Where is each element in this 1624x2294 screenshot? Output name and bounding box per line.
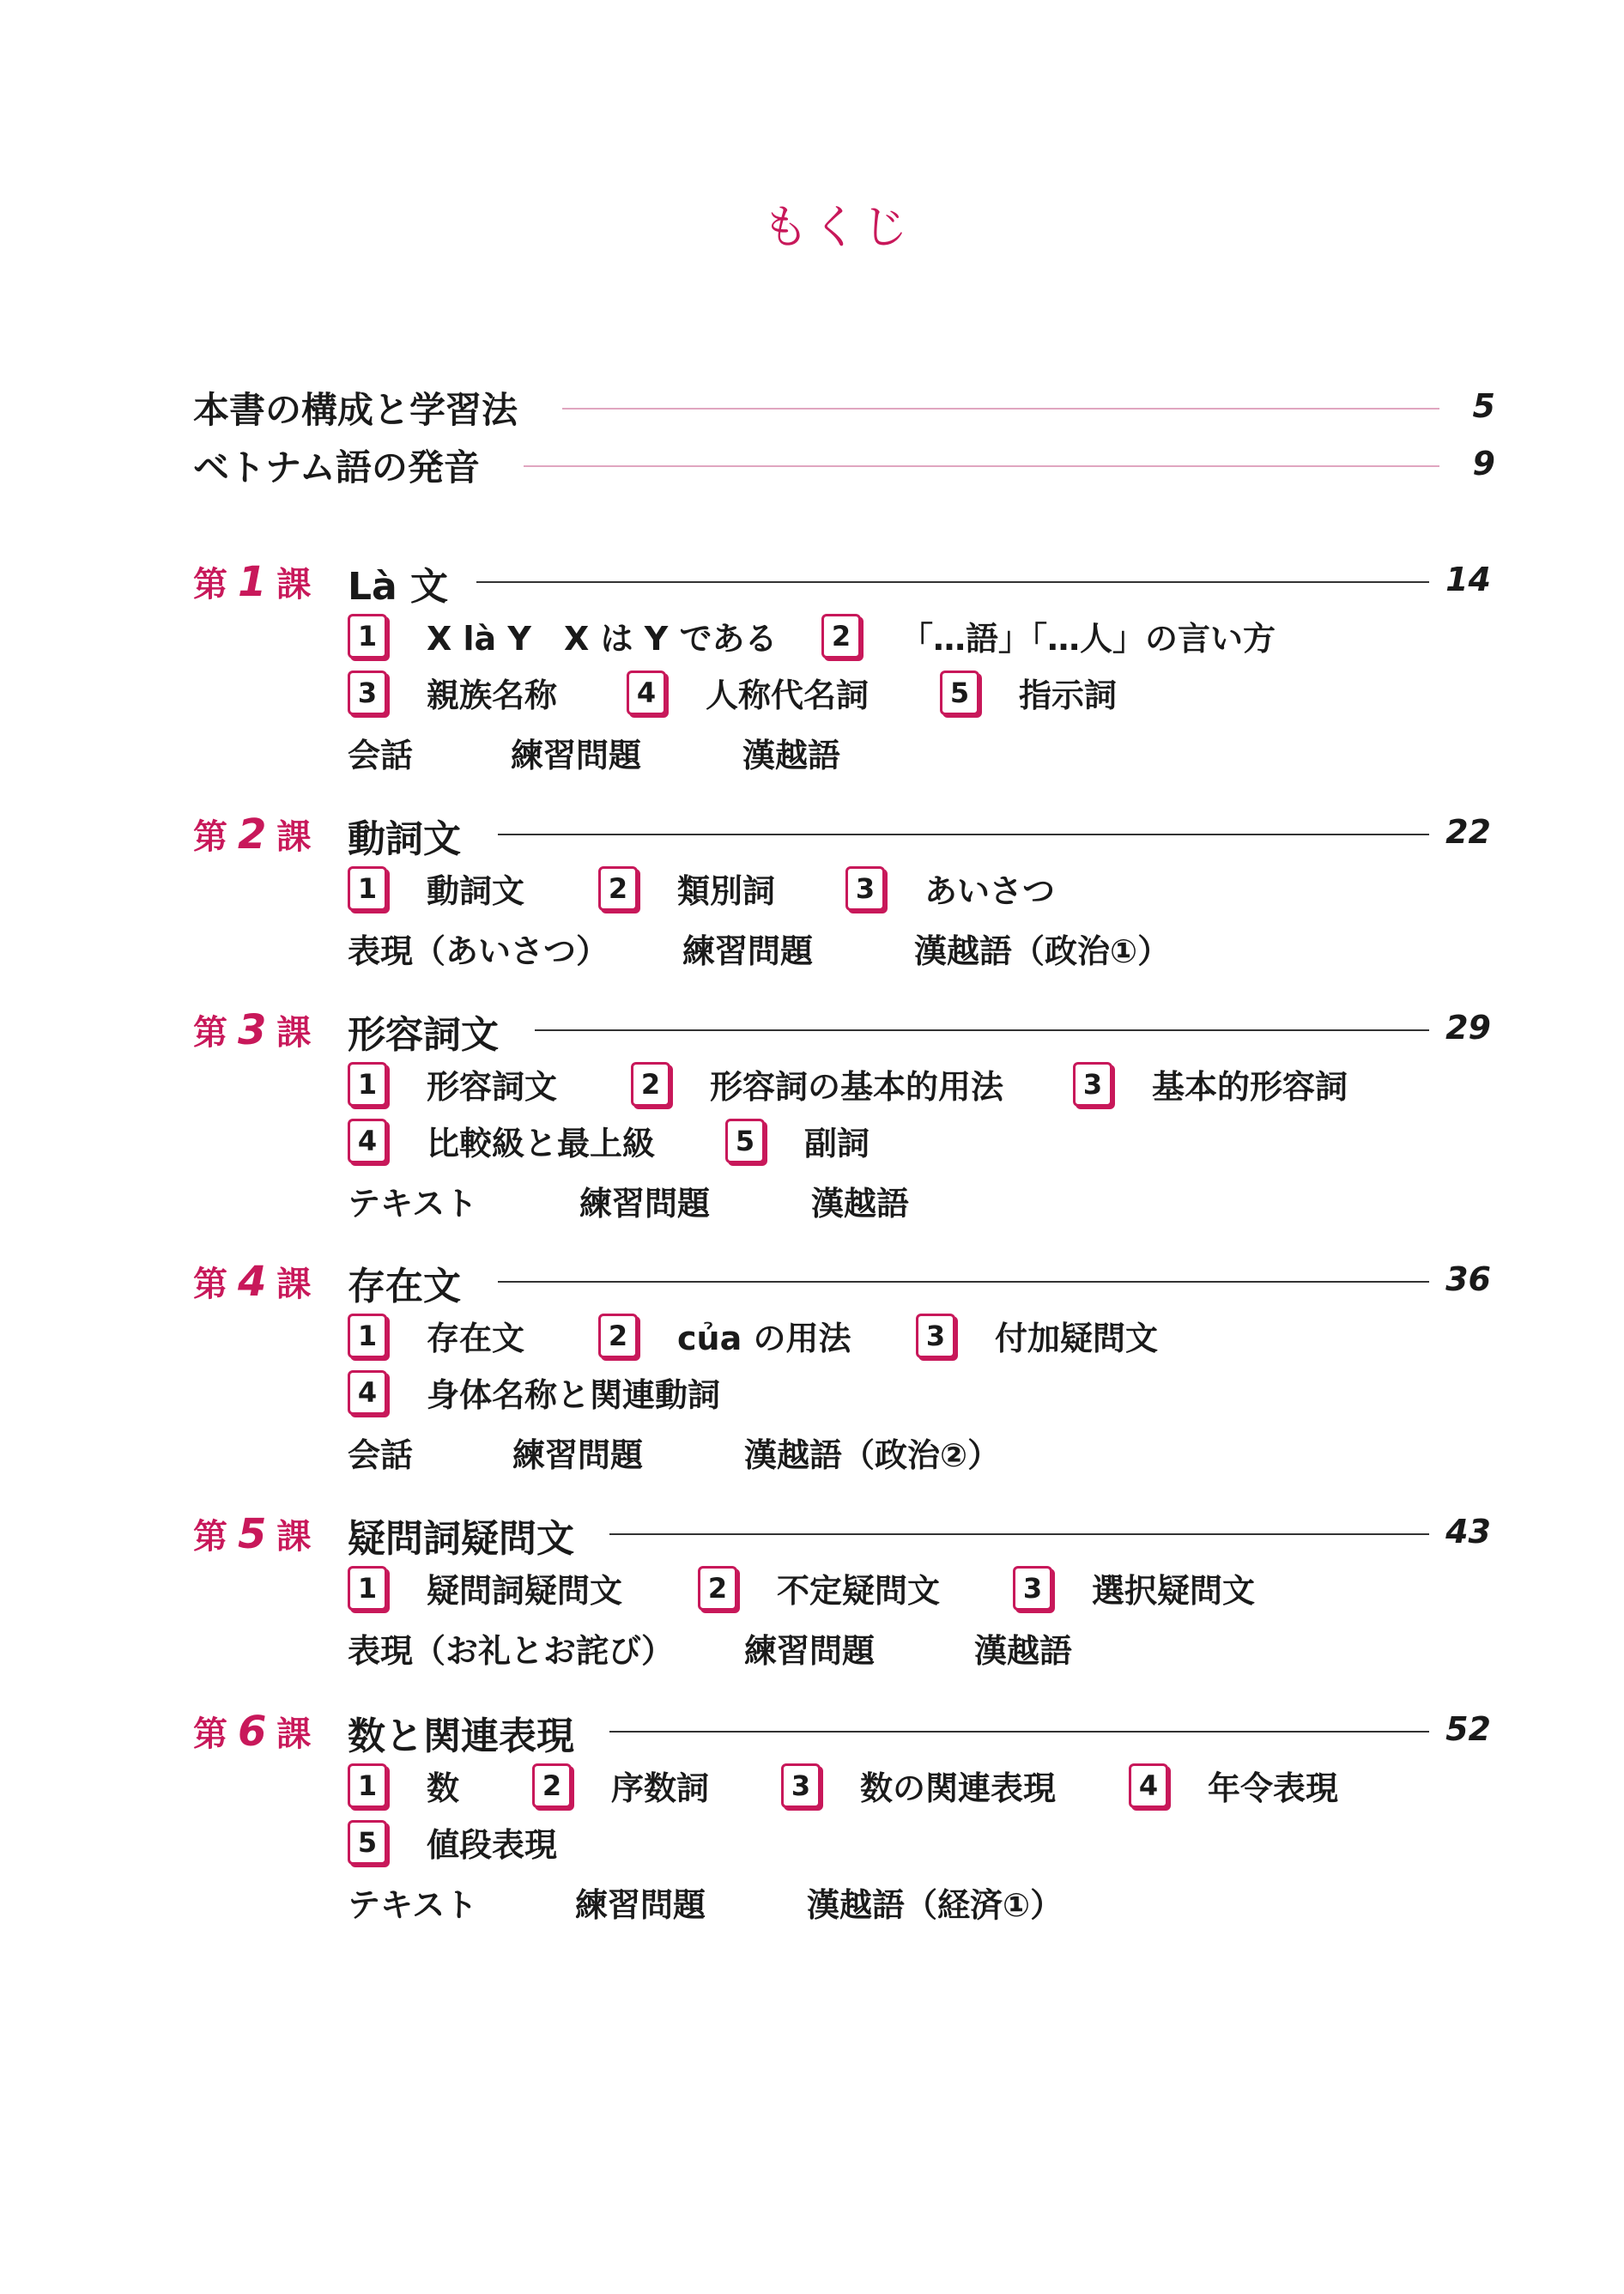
section-item[interactable] bbox=[348, 1060, 557, 1108]
section-item[interactable] bbox=[1129, 1762, 1338, 1809]
section-label: 形容詞文 bbox=[427, 1068, 558, 1106]
leader-line bbox=[562, 408, 1439, 410]
section-number-badge: 5 bbox=[725, 1119, 765, 1163]
section-item[interactable] bbox=[940, 669, 1117, 716]
leader-line bbox=[498, 1281, 1429, 1283]
section-number-badge: 1 bbox=[348, 1763, 387, 1808]
section-number-badge: 1 bbox=[348, 1566, 387, 1611]
lesson-title: 疑問詞疑問文 bbox=[348, 1517, 574, 1561]
footer-item[interactable]: 練習問題 bbox=[579, 1185, 711, 1223]
footer-item[interactable]: 練習問題 bbox=[682, 932, 814, 970]
toc-entry-intro-2[interactable] bbox=[193, 440, 1495, 491]
section-item[interactable] bbox=[1013, 1564, 1255, 1611]
section-label: 疑問詞疑問文 bbox=[427, 1572, 623, 1610]
lesson-number: 第 4 課 bbox=[193, 1258, 312, 1306]
lesson-number: 第 2 課 bbox=[193, 810, 312, 859]
section-item[interactable] bbox=[348, 1117, 655, 1164]
section-number-badge: 2 bbox=[598, 1314, 638, 1358]
section-label: X là Y X は Y である bbox=[427, 620, 778, 658]
section-label: 形容詞の基本的用法 bbox=[710, 1068, 1004, 1106]
page-number: 43 bbox=[1445, 1513, 1491, 1551]
lesson-2 bbox=[193, 804, 1491, 973]
lesson-heading[interactable] bbox=[193, 804, 1491, 859]
section-number-badge: 5 bbox=[940, 671, 979, 715]
section-label: 親族名称 bbox=[427, 677, 558, 714]
section-item[interactable] bbox=[916, 1312, 1158, 1359]
section-label: 動詞文 bbox=[427, 872, 525, 910]
section-item[interactable] bbox=[348, 669, 557, 716]
section-number-badge: 2 bbox=[532, 1763, 572, 1808]
lesson-title: 動詞文 bbox=[348, 817, 461, 861]
section-number-badge: 1 bbox=[348, 1314, 387, 1358]
section-item[interactable] bbox=[348, 1312, 524, 1359]
section-number-badge: 2 bbox=[631, 1062, 670, 1107]
section-number-badge: 3 bbox=[781, 1763, 821, 1808]
section-number-badge: 1 bbox=[348, 1062, 387, 1107]
section-label: 選択疑問文 bbox=[1092, 1572, 1256, 1610]
section-label: 序数詞 bbox=[611, 1769, 710, 1807]
section-item[interactable] bbox=[532, 1762, 709, 1809]
lesson-5 bbox=[193, 1504, 1491, 1672]
footer-item[interactable]: テキスト bbox=[348, 1185, 478, 1223]
section-label: 存在文 bbox=[427, 1320, 525, 1357]
section-item[interactable] bbox=[631, 1060, 1003, 1108]
section-number-badge: 3 bbox=[348, 671, 387, 715]
section-item[interactable] bbox=[348, 612, 777, 659]
leader-line bbox=[476, 581, 1429, 583]
leader-line bbox=[609, 1533, 1429, 1535]
leader-line bbox=[609, 1731, 1429, 1733]
section-item[interactable] bbox=[598, 1312, 851, 1359]
leader-line bbox=[498, 834, 1429, 835]
section-item[interactable] bbox=[598, 865, 775, 912]
footer-item[interactable]: 練習問題 bbox=[512, 1436, 644, 1474]
footer-item[interactable]: 漢越語 bbox=[811, 1185, 910, 1223]
footer-item[interactable]: 練習問題 bbox=[744, 1632, 876, 1670]
section-label: 指示詞 bbox=[1019, 677, 1118, 714]
section-item[interactable] bbox=[698, 1564, 940, 1611]
lesson-4 bbox=[193, 1252, 1491, 1477]
section-item[interactable] bbox=[348, 1369, 720, 1416]
footer-item[interactable]: テキスト bbox=[348, 1886, 478, 1924]
section-number-badge: 3 bbox=[845, 866, 885, 911]
footer-item[interactable]: 漢越語（経済①） bbox=[807, 1886, 1063, 1924]
section-label: 比較級と最上級 bbox=[427, 1125, 656, 1162]
lesson-6 bbox=[193, 1702, 1491, 1927]
footer-item[interactable]: 漢越語（政治①） bbox=[914, 932, 1171, 970]
page-number: 14 bbox=[1445, 561, 1491, 598]
section-label: 数 bbox=[427, 1769, 460, 1807]
lesson-heading[interactable] bbox=[193, 552, 1491, 607]
section-number-badge: 4 bbox=[627, 671, 666, 715]
footer-item[interactable]: 会話 bbox=[348, 1436, 414, 1474]
lesson-heading[interactable] bbox=[193, 1504, 1491, 1559]
footer-item[interactable]: 漢越語（政治②） bbox=[744, 1436, 1001, 1474]
section-number-badge: 4 bbox=[348, 1119, 387, 1163]
section-label: 「…語」「…人」の言い方 bbox=[900, 620, 1276, 658]
section-label: 人称代名詞 bbox=[706, 677, 870, 714]
section-label: 数の関連表現 bbox=[860, 1769, 1057, 1807]
section-label: 基本的形容詞 bbox=[1152, 1068, 1348, 1106]
lesson-heading[interactable] bbox=[193, 1252, 1491, 1307]
toc-entry-label: 本書の構成と学習法 bbox=[193, 389, 518, 431]
section-number-badge: 3 bbox=[1013, 1566, 1052, 1611]
section-label: 付加疑問文 bbox=[995, 1320, 1159, 1357]
footer-item[interactable]: 練習問題 bbox=[575, 1886, 706, 1924]
section-number-badge: 1 bbox=[348, 866, 387, 911]
section-item[interactable] bbox=[725, 1117, 870, 1164]
lesson-heading[interactable] bbox=[193, 1702, 1491, 1757]
section-number-badge: 1 bbox=[348, 614, 387, 658]
section-label: 類別詞 bbox=[677, 872, 776, 910]
toc-entry-label: ベトナム語の発音 bbox=[193, 446, 480, 489]
section-item[interactable] bbox=[348, 1762, 459, 1809]
lesson-number: 第 6 課 bbox=[193, 1708, 312, 1756]
toc-entry-intro-1[interactable] bbox=[193, 382, 1495, 434]
lesson-heading[interactable] bbox=[193, 1000, 1491, 1055]
page-number: 36 bbox=[1445, 1260, 1491, 1298]
footer-item[interactable]: 表現（あいさつ） bbox=[348, 932, 609, 970]
footer-item[interactable]: 表現（お礼とお詫び） bbox=[348, 1632, 675, 1670]
section-label: 副詞 bbox=[804, 1125, 870, 1162]
leader-line bbox=[535, 1029, 1429, 1031]
section-item[interactable] bbox=[781, 1762, 1056, 1809]
page-number: 9 bbox=[1472, 445, 1495, 482]
section-label: 身体名称と関連動詞 bbox=[427, 1376, 721, 1414]
page-number: 29 bbox=[1445, 1009, 1491, 1047]
page-number: 52 bbox=[1445, 1710, 1491, 1748]
lesson-title: 数と関連表現 bbox=[348, 1714, 574, 1758]
section-number-badge: 5 bbox=[348, 1820, 387, 1865]
footer-item[interactable]: 漢越語 bbox=[974, 1632, 1073, 1670]
section-number-badge: 4 bbox=[348, 1370, 387, 1415]
section-label: あいさつ bbox=[924, 872, 1056, 910]
section-number-badge: 3 bbox=[916, 1314, 955, 1358]
lesson-number: 第 3 課 bbox=[193, 1006, 312, 1054]
footer-item[interactable]: 漢越語 bbox=[742, 737, 841, 774]
lesson-title: 存在文 bbox=[348, 1265, 461, 1308]
section-number-badge: 3 bbox=[1073, 1062, 1112, 1107]
lesson-number: 第 5 課 bbox=[193, 1510, 312, 1558]
section-number-badge: 4 bbox=[1129, 1763, 1168, 1808]
lesson-1 bbox=[193, 552, 1491, 777]
section-item[interactable] bbox=[348, 865, 524, 912]
footer-item[interactable]: 練習問題 bbox=[511, 737, 642, 774]
section-label: 値段表現 bbox=[427, 1826, 558, 1864]
section-item[interactable] bbox=[821, 612, 1276, 659]
lesson-title: Là 文 bbox=[348, 565, 449, 609]
section-number-badge: 2 bbox=[821, 614, 861, 658]
section-label: 年令表現 bbox=[1208, 1769, 1339, 1807]
section-item[interactable] bbox=[348, 1818, 557, 1866]
page-number: 22 bbox=[1445, 813, 1491, 851]
lesson-3 bbox=[193, 1000, 1491, 1225]
section-item[interactable] bbox=[627, 669, 869, 716]
page-number: 5 bbox=[1472, 387, 1495, 425]
section-label: của の用法 bbox=[677, 1320, 851, 1357]
section-number-badge: 2 bbox=[598, 866, 638, 911]
lesson-title: 形容詞文 bbox=[348, 1013, 499, 1057]
page-title: もくじ bbox=[762, 200, 912, 254]
section-item[interactable] bbox=[348, 1564, 622, 1611]
section-number-badge: 2 bbox=[698, 1566, 737, 1611]
leader-line bbox=[524, 465, 1439, 467]
lesson-number: 第 1 課 bbox=[193, 558, 312, 606]
footer-item[interactable]: 会話 bbox=[348, 737, 414, 774]
section-label: 不定疑問文 bbox=[777, 1572, 941, 1610]
section-item[interactable] bbox=[1073, 1060, 1348, 1108]
section-item[interactable] bbox=[845, 865, 1055, 912]
